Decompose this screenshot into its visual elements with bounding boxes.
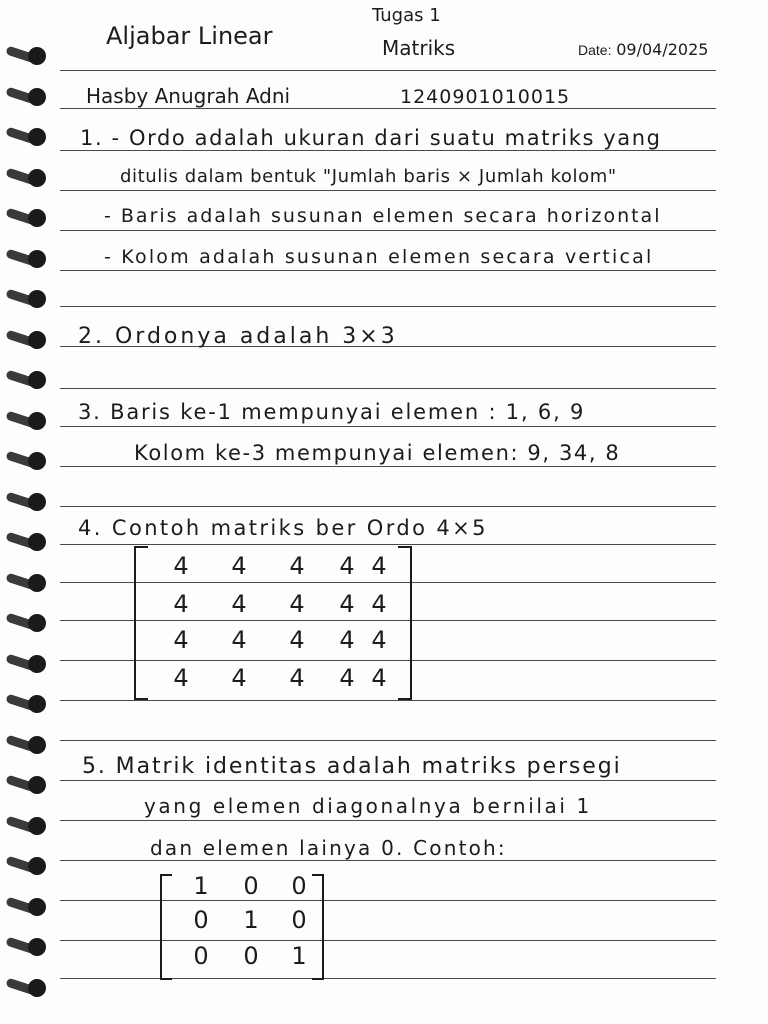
identity-cell: 0: [193, 942, 209, 970]
ruled-line: [60, 544, 716, 545]
ruled-line: [60, 108, 716, 109]
topic-title: Matriks: [382, 36, 456, 60]
spiral-ring: [6, 287, 48, 309]
ruled-line: [60, 978, 716, 979]
spiral-ring: [6, 85, 48, 107]
matrix-4x5-left-bracket: [134, 546, 148, 700]
matrix-4x5-cell: 4: [173, 590, 189, 618]
spiral-ring: [6, 328, 48, 350]
spiral-ring: [6, 247, 48, 269]
identity-cell: 0: [243, 872, 259, 900]
matrix-4x5-cell: 4: [339, 664, 355, 692]
spiral-ring: [6, 449, 48, 471]
ruled-line: [60, 860, 716, 861]
ruled-line: [60, 506, 716, 507]
answer-1-line-3: - Baris adalah susunan elemen secara horizontal: [104, 205, 662, 227]
matrix-4x5-right-bracket: [398, 546, 412, 700]
identity-left-bracket: [160, 874, 172, 980]
matrix-4x5-cell: 4: [173, 664, 189, 692]
spiral-ring: [6, 976, 48, 998]
answer-5-line-1: 5. Matrik identitas adalah matriks persegi: [82, 754, 622, 779]
ruled-line: [60, 150, 716, 151]
matrix-4x5-cell: 4: [371, 626, 387, 654]
spiral-ring: [6, 814, 48, 836]
ruled-line: [60, 70, 716, 71]
spiral-ring: [6, 854, 48, 876]
spiral-ring: [6, 368, 48, 390]
identity-cell: 0: [193, 906, 209, 934]
spiral-ring: [6, 44, 48, 66]
ruled-line: [60, 940, 716, 941]
ruled-line: [60, 426, 716, 427]
spiral-ring: [6, 773, 48, 795]
ruled-line: [60, 660, 716, 661]
answer-5-line-3: dan elemen lainya 0. Contoh:: [150, 836, 507, 860]
answer-3-line-1: 3. Baris ke-1 mempunyai elemen : 1, 6, 9: [78, 400, 586, 424]
matrix-4x5-cell: 4: [339, 552, 355, 580]
matrix-4x5-cell: 4: [289, 626, 305, 654]
spiral-ring: [6, 571, 48, 593]
student-id: 1240901010015: [400, 86, 571, 108]
spiral-ring: [6, 935, 48, 957]
matrix-4x5-cell: 4: [231, 664, 247, 692]
date-field: [578, 40, 708, 59]
spiral-ring: [6, 125, 48, 147]
matrix-4x5-cell: 4: [231, 626, 247, 654]
ruled-line: [60, 270, 716, 271]
date-value: 09/04/2025: [616, 40, 709, 59]
ruled-line: [60, 820, 716, 821]
identity-cell: 0: [291, 872, 307, 900]
answer-1-line-1: 1. - Ordo adalah ukuran dari suatu matriks yang: [80, 126, 662, 150]
spiral-ring: [6, 490, 48, 512]
ruled-line: [60, 620, 716, 621]
ruled-line: [60, 582, 716, 583]
matrix-4x5-cell: 4: [231, 552, 247, 580]
matrix-4x5-cell: 4: [339, 626, 355, 654]
ruled-line: [60, 740, 716, 741]
student-name: Hasby Anugrah Adni: [86, 84, 291, 108]
ruled-line: [60, 700, 716, 701]
matrix-4x5-cell: 4: [371, 664, 387, 692]
spiral-ring: [6, 206, 48, 228]
matrix-4x5-cell: 4: [339, 590, 355, 618]
answer-2-line-1: 2. Ordonya adalah 3×3: [78, 324, 398, 349]
identity-cell: 0: [243, 942, 259, 970]
matrix-4x5-cell: 4: [289, 664, 305, 692]
matrix-4x5-cell: 4: [231, 590, 247, 618]
ruled-line: [60, 900, 716, 901]
matrix-4x5-cell: 4: [371, 552, 387, 580]
ruled-line: [60, 780, 716, 781]
spiral-ring: [6, 166, 48, 188]
identity-cell: 0: [291, 906, 307, 934]
spiral-ring: [6, 692, 48, 714]
subject-title: Aljabar Linear: [106, 22, 273, 50]
spiral-ring: [6, 409, 48, 431]
spiral-ring: [6, 530, 48, 552]
ruled-line: [60, 230, 716, 231]
ruled-line: [60, 388, 716, 389]
matrix-4x5-cell: 4: [173, 626, 189, 654]
spiral-ring: [6, 611, 48, 633]
date-label: Date:: [578, 42, 612, 58]
spiral-ring: [6, 895, 48, 917]
matrix-4x5-cell: 4: [289, 552, 305, 580]
identity-cell: 1: [193, 872, 209, 900]
answer-4-line-1: 4. Contoh matriks ber Ordo 4×5: [78, 516, 488, 540]
answer-1-line-4: - Kolom adalah susunan elemen secara vertical: [104, 246, 654, 268]
answer-1-line-2: ditulis dalam bentuk "Jumlah baris × Jumlah kolom": [120, 166, 617, 187]
identity-cell: 1: [291, 942, 307, 970]
spiral-ring: [6, 652, 48, 674]
task-title: Tugas 1: [372, 5, 441, 26]
matrix-4x5-cell: 4: [289, 590, 305, 618]
answer-5-line-2: yang elemen diagonalnya bernilai 1: [144, 794, 592, 818]
matrix-4x5-cell: 4: [173, 552, 189, 580]
answer-3-line-2: Kolom ke-3 mempunyai elemen: 9, 34, 8: [134, 441, 621, 465]
identity-cell: 1: [243, 906, 259, 934]
ruled-line: [60, 306, 716, 307]
ruled-line: [60, 190, 716, 191]
ruled-line: [60, 466, 716, 467]
spiral-ring: [6, 733, 48, 755]
matrix-4x5-cell: 4: [371, 590, 387, 618]
